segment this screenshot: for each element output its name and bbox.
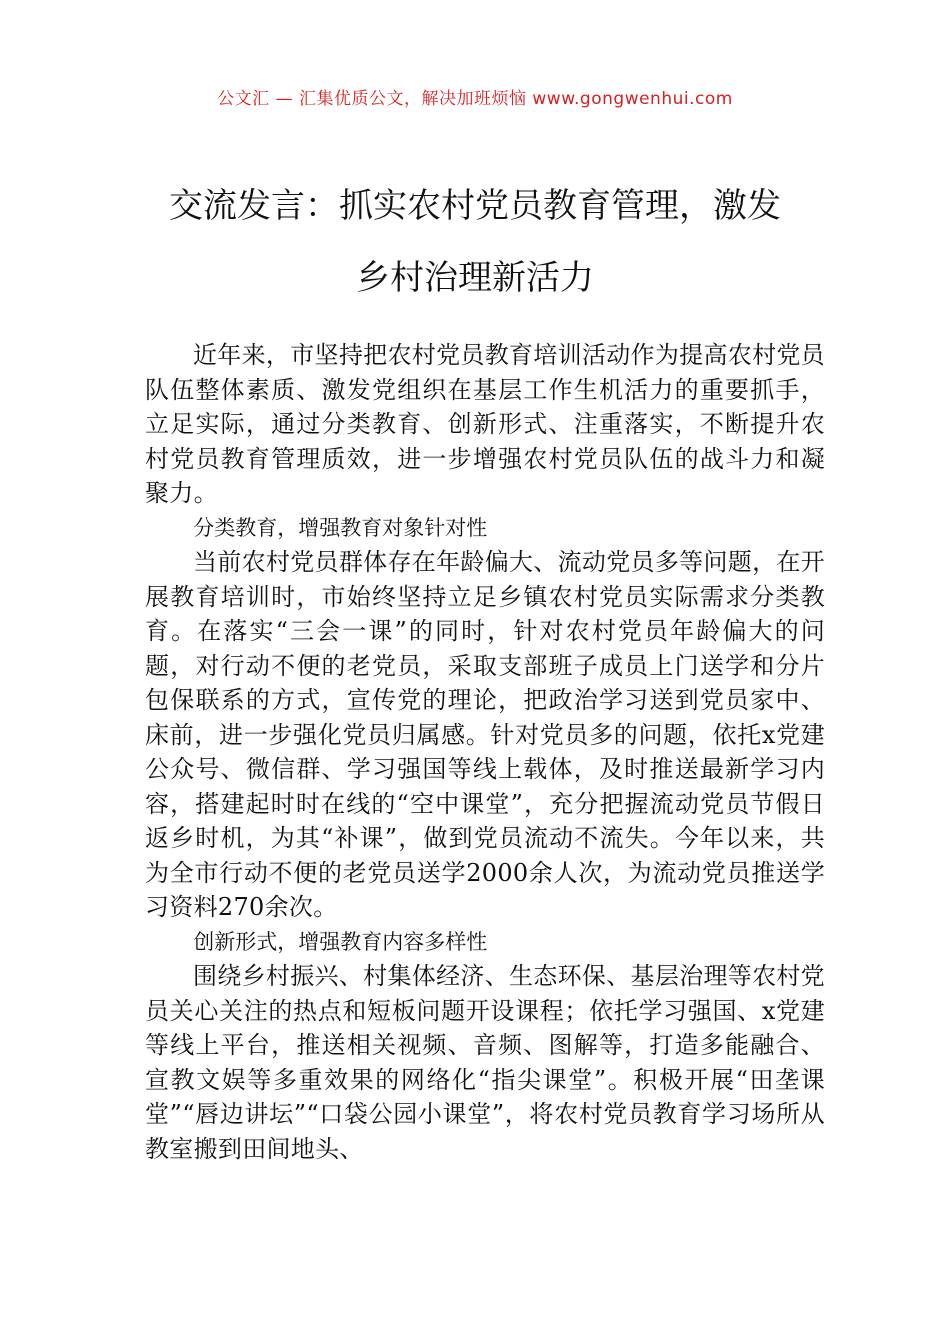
intro-paragraph: 近年来，市坚持把农村党员教育培训活动作为提高农村党员队伍整体素质、激发党组织在基层工作生机活力的重要抓手，立足实际，通过分类教育、创新形式、注重落实，不断提升农村党员教育管理质效，进一步增强农村党员队伍的战斗力和凝聚力。 [145,341,825,507]
section-2-paragraph: 围绕乡村振兴、村集体经济、生态环保、基层治理等农村党员关心关注的热点和短板问题开设课程；依托学习强国、x党建等线上平台，推送相关视频、音频、图解等，打造多能融合、宣教文娱等多重效果的网络化“指尖课堂”。积极开展“田垄课堂”“唇边讲坛”“口袋公园小课堂”，将农村党员教育学习场所从教室搬到田间地头、 [145,962,825,1163]
title-line-1: 交流发言：抓实农村党员教育管理，激发 [169,186,781,226]
section-heading-1: 分类教育，增强教育对象针对性 [193,515,488,540]
section-heading-2: 创新形式，增强教育内容多样性 [193,929,488,954]
title-line-2: 乡村治理新活力 [356,258,594,298]
header-watermark-note: 公文汇 — 汇集优质公文，解决加班烦恼 www.gongwenhui.com [217,89,733,109]
document-title [90,170,860,314]
document-body [145,338,825,1166]
section-1-paragraph: 当前农村党员群体存在年龄偏大、流动党员多等问题，在开展教育培训时，市始终坚持立足乡镇农村党员实际需求分类教育。在落实“三会一课”的同时，针对农村党员年龄偏大的问题，对行动不便的老党员，采取支部班子成员上门送学和分片包保联系的方式，宣传党的理论，把政治学习送到党员家中、床前，进一步强化党员归属感。针对党员多的问题，依托x党建公众号、微信群、学习强国等线上载体，及时推送最新学习内容，搭建起时时在线的“空中课堂”，充分把握流动党员节假日返乡时机，为其“补课”，做到党员流动不流失。今年以来，共为全市行动不便的老党员送学2000余人次，为流动党员推送学习资料270余次。 [145,548,825,921]
